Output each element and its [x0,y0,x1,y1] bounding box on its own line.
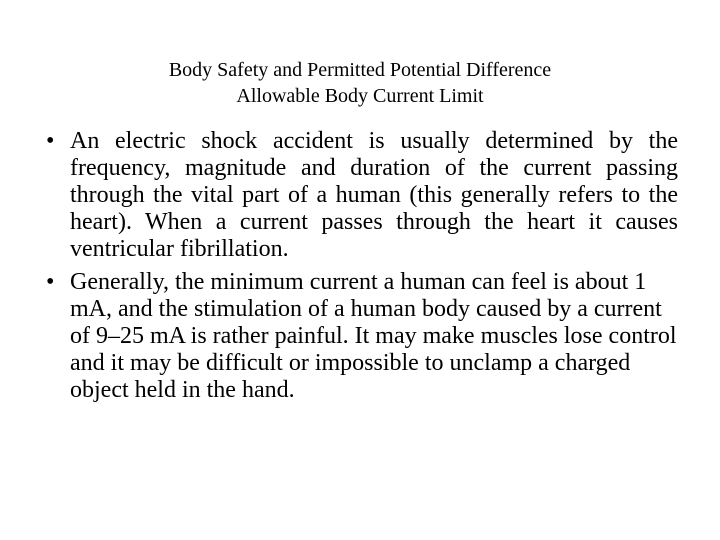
bullet-marker-icon: • [46,269,55,295]
bullet-marker-icon: • [46,128,55,154]
bullet-text-1: An electric shock accident is usually determined by the frequency, magnitude and duration of the current passing through the vital part of a human (this generally refers to the heart). When a current passes through the heart it causes ventricular fibrillation. [70,128,678,262]
bullet-item-2 [46,269,678,404]
title-line-2: Allowable Body Current Limit [236,85,484,107]
bullet-text-2: Generally, the minimum current a human can feel is about 1 mA, and the stimulation of a human body caused by a current of 9–25 mA is rather painful. It may make muscles lose control and it may be difficult or impossible to unclamp a charged object held in the hand. [70,269,677,403]
bullet-list [46,128,678,410]
bullet-item-1 [46,128,678,263]
title-line-1: Body Safety and Permitted Potential Difference [168,59,552,81]
slide-title [0,57,720,109]
